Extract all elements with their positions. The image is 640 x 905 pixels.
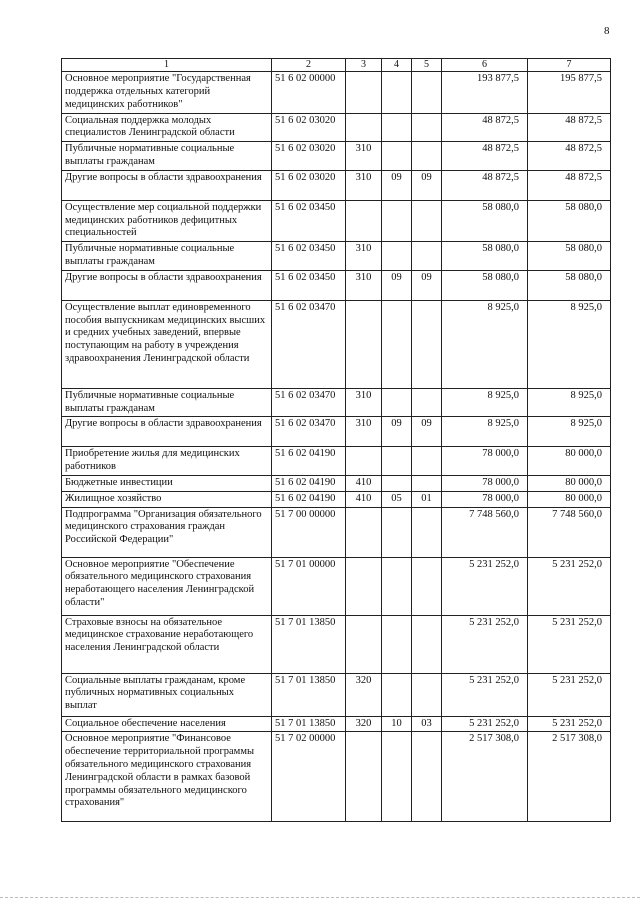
row-col4: 10 [382, 716, 412, 732]
row-value-col6: 78 000,0 [442, 491, 528, 507]
row-col5 [412, 200, 442, 241]
row-col5: 01 [412, 491, 442, 507]
row-col3 [346, 615, 382, 673]
column-number: 6 [442, 59, 528, 72]
row-code: 51 7 00 00000 [272, 507, 346, 557]
row-name: Основное мероприятие "Обеспечение обязательного медицинского страхования неработающего населения Ленинградской области" [62, 557, 272, 615]
row-col4 [382, 673, 412, 716]
row-name: Публичные нормативные социальные выплаты гражданам [62, 388, 272, 417]
column-number: 5 [412, 59, 442, 72]
row-col5 [412, 507, 442, 557]
row-value-col7: 2 517 308,0 [528, 732, 611, 822]
row-col4 [382, 388, 412, 417]
row-code: 51 6 02 03450 [272, 242, 346, 271]
row-col4 [382, 242, 412, 271]
row-col3: 410 [346, 491, 382, 507]
row-col5 [412, 475, 442, 491]
row-name: Публичные нормативные социальные выплаты гражданам [62, 242, 272, 271]
table-row [62, 716, 611, 732]
row-name: Основное мероприятие "Финансовое обеспечение территориальной программы обязательного медицинского страхования Ленинградской области в рамках базовой программы обязательного медицинского страхования" [62, 732, 272, 822]
row-col3: 310 [346, 270, 382, 300]
row-value-col7: 48 872,5 [528, 142, 611, 171]
table-row [62, 491, 611, 507]
table-row [62, 673, 611, 716]
row-value-col6: 58 080,0 [442, 270, 528, 300]
row-col3: 320 [346, 716, 382, 732]
scan-edge-line [0, 897, 640, 899]
row-col4 [382, 72, 412, 113]
row-col3 [346, 200, 382, 241]
row-name: Осуществление выплат единовременного пособия выпускникам медицинских высших и средних учебных заведений, впервые поступающим на работу в учреждения здравоохранения Ленинградской области [62, 300, 272, 388]
column-number: 1 [62, 59, 272, 72]
row-col4 [382, 142, 412, 171]
row-code: 51 6 02 03020 [272, 113, 346, 142]
row-col5 [412, 557, 442, 615]
row-col5 [412, 142, 442, 171]
row-value-col7: 80 000,0 [528, 475, 611, 491]
row-col5 [412, 242, 442, 271]
row-value-col6: 5 231 252,0 [442, 557, 528, 615]
row-col4 [382, 732, 412, 822]
row-code: 51 6 02 04190 [272, 475, 346, 491]
row-col4 [382, 447, 412, 476]
row-name: Подпрограмма "Организация обязательного медицинского страхования граждан Российской Федерации" [62, 507, 272, 557]
row-code: 51 7 02 00000 [272, 732, 346, 822]
row-col3: 310 [346, 417, 382, 447]
row-value-col6: 48 872,5 [442, 113, 528, 142]
row-name: Жилищное хозяйство [62, 491, 272, 507]
row-col3 [346, 447, 382, 476]
row-name: Страховые взносы на обязательное медицинское страхование неработающего населения Ленинградской области [62, 615, 272, 673]
table-row [62, 417, 611, 447]
row-col5: 09 [412, 417, 442, 447]
row-code: 51 6 02 03470 [272, 300, 346, 388]
row-name: Социальное обеспечение населения [62, 716, 272, 732]
row-value-col6: 193 877,5 [442, 72, 528, 113]
row-value-col6: 48 872,5 [442, 142, 528, 171]
row-value-col6: 78 000,0 [442, 447, 528, 476]
row-name: Осуществление мер социальной поддержки медицинских работников дефицитных специальностей [62, 200, 272, 241]
row-code: 51 6 02 03020 [272, 170, 346, 200]
column-number: 4 [382, 59, 412, 72]
table-row [62, 447, 611, 476]
row-col5: 03 [412, 716, 442, 732]
row-value-col6: 5 231 252,0 [442, 615, 528, 673]
row-name: Социальная поддержка молодых специалистов Ленинградской области [62, 113, 272, 142]
table-row [62, 200, 611, 241]
row-col4 [382, 557, 412, 615]
row-value-col7: 5 231 252,0 [528, 716, 611, 732]
row-value-col6: 58 080,0 [442, 200, 528, 241]
row-col5 [412, 113, 442, 142]
row-col4 [382, 113, 412, 142]
row-col5 [412, 447, 442, 476]
row-value-col7: 58 080,0 [528, 200, 611, 241]
row-col5 [412, 615, 442, 673]
row-col3 [346, 300, 382, 388]
row-value-col6: 5 231 252,0 [442, 716, 528, 732]
row-col5 [412, 388, 442, 417]
row-code: 51 6 02 03470 [272, 388, 346, 417]
column-number: 7 [528, 59, 611, 72]
row-value-col7: 48 872,5 [528, 170, 611, 200]
row-value-col6: 8 925,0 [442, 417, 528, 447]
row-value-col7: 5 231 252,0 [528, 615, 611, 673]
row-value-col7: 195 877,5 [528, 72, 611, 113]
row-name: Социальные выплаты гражданам, кроме публичных нормативных социальных выплат [62, 673, 272, 716]
row-code: 51 6 02 04190 [272, 491, 346, 507]
row-name: Другие вопросы в области здравоохранения [62, 170, 272, 200]
table-row [62, 242, 611, 271]
table-row [62, 72, 611, 113]
row-code: 51 6 02 03020 [272, 142, 346, 171]
row-name: Другие вопросы в области здравоохранения [62, 270, 272, 300]
row-value-col6: 7 748 560,0 [442, 507, 528, 557]
budget-table-body [62, 59, 611, 822]
row-col5: 09 [412, 170, 442, 200]
row-name: Бюджетные инвестиции [62, 475, 272, 491]
row-col4: 09 [382, 417, 412, 447]
row-value-col7: 48 872,5 [528, 113, 611, 142]
row-value-col7: 8 925,0 [528, 300, 611, 388]
column-number-row [62, 59, 611, 72]
row-col4 [382, 507, 412, 557]
row-col3: 310 [346, 170, 382, 200]
row-col5: 09 [412, 270, 442, 300]
budget-table [61, 58, 611, 822]
row-col4: 09 [382, 270, 412, 300]
row-col3: 320 [346, 673, 382, 716]
row-value-col6: 5 231 252,0 [442, 673, 528, 716]
row-name: Публичные нормативные социальные выплаты гражданам [62, 142, 272, 171]
row-value-col6: 8 925,0 [442, 388, 528, 417]
row-col3: 310 [346, 388, 382, 417]
row-code: 51 7 01 13850 [272, 615, 346, 673]
row-value-col6: 48 872,5 [442, 170, 528, 200]
row-name: Основное мероприятие "Государственная поддержка отдельных категорий медицинских работников" [62, 72, 272, 113]
row-col5 [412, 732, 442, 822]
row-value-col6: 78 000,0 [442, 475, 528, 491]
row-code: 51 6 02 03470 [272, 417, 346, 447]
row-col4 [382, 615, 412, 673]
table-row [62, 170, 611, 200]
row-col3 [346, 557, 382, 615]
table-row [62, 113, 611, 142]
row-code: 51 7 01 13850 [272, 673, 346, 716]
row-code: 51 7 01 13850 [272, 716, 346, 732]
row-value-col7: 80 000,0 [528, 447, 611, 476]
row-col3 [346, 507, 382, 557]
row-code: 51 6 02 03450 [272, 200, 346, 241]
row-value-col7: 58 080,0 [528, 242, 611, 271]
row-code: 51 7 01 00000 [272, 557, 346, 615]
table-row [62, 270, 611, 300]
row-col3 [346, 732, 382, 822]
row-col4 [382, 200, 412, 241]
row-col4 [382, 475, 412, 491]
table-row [62, 300, 611, 388]
row-value-col7: 8 925,0 [528, 388, 611, 417]
row-value-col7: 7 748 560,0 [528, 507, 611, 557]
table-row [62, 142, 611, 171]
row-value-col7: 5 231 252,0 [528, 557, 611, 615]
table-row [62, 557, 611, 615]
row-col5 [412, 673, 442, 716]
row-value-col6: 2 517 308,0 [442, 732, 528, 822]
row-value-col7: 80 000,0 [528, 491, 611, 507]
column-number: 2 [272, 59, 346, 72]
table-row [62, 475, 611, 491]
row-col4: 05 [382, 491, 412, 507]
table-row [62, 732, 611, 822]
table-row [62, 507, 611, 557]
row-code: 51 6 02 03450 [272, 270, 346, 300]
row-code: 51 6 02 04190 [272, 447, 346, 476]
row-value-col6: 8 925,0 [442, 300, 528, 388]
row-col5 [412, 300, 442, 388]
row-value-col7: 5 231 252,0 [528, 673, 611, 716]
page-number: 8 [604, 25, 610, 37]
row-col3: 310 [346, 142, 382, 171]
column-number: 3 [346, 59, 382, 72]
row-col3: 310 [346, 242, 382, 271]
table-row [62, 388, 611, 417]
row-col3: 410 [346, 475, 382, 491]
row-value-col7: 8 925,0 [528, 417, 611, 447]
table-row [62, 615, 611, 673]
row-value-col7: 58 080,0 [528, 270, 611, 300]
row-code: 51 6 02 00000 [272, 72, 346, 113]
row-name: Другие вопросы в области здравоохранения [62, 417, 272, 447]
row-col3 [346, 113, 382, 142]
row-name: Приобретение жилья для медицинских работников [62, 447, 272, 476]
row-col5 [412, 72, 442, 113]
row-col4: 09 [382, 170, 412, 200]
row-col4 [382, 300, 412, 388]
row-col3 [346, 72, 382, 113]
row-value-col6: 58 080,0 [442, 242, 528, 271]
